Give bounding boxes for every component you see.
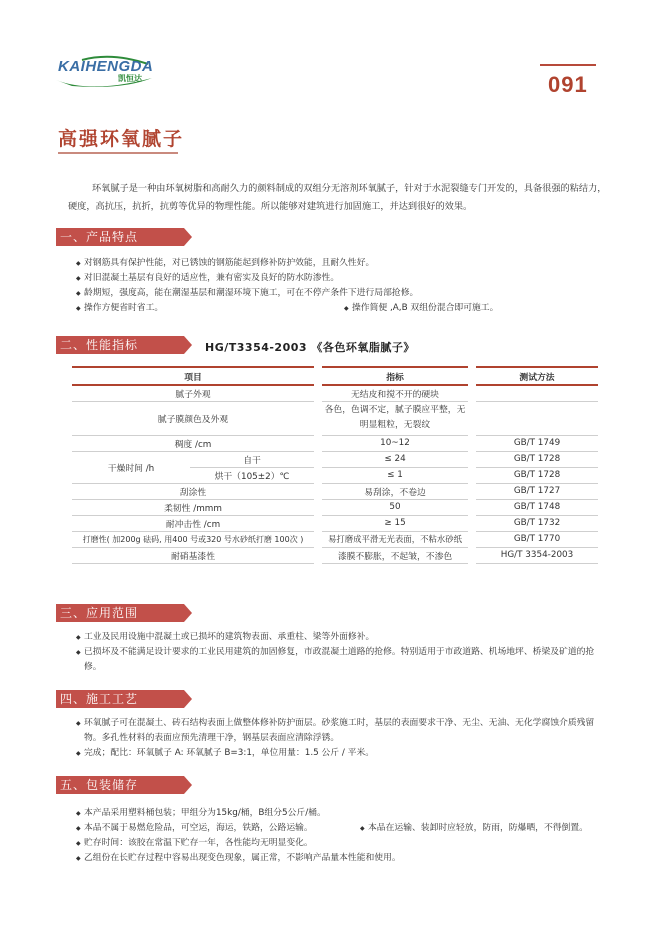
header-value: 指标	[322, 367, 468, 385]
list-item: ◆ 本品在运输、装卸时应轻放，防雨，防爆晒，不得倒置。	[360, 821, 588, 836]
application-list	[76, 630, 606, 675]
cell-item: 刮涂性	[72, 483, 314, 499]
cell-method: GB/T 1748	[476, 499, 598, 515]
list-item: ◆ 对钢筋具有保护性能，对已锈蚀的钢筋能起到修补防护效能，且耐久性好。	[76, 256, 606, 271]
section-heading-features: 一、产品特点	[56, 228, 184, 246]
cell-item: 稠度 /cm	[72, 435, 314, 451]
table-row	[72, 385, 598, 401]
cell-value: 漆膜不膨胀，不起皱，不渗色	[322, 547, 468, 563]
table-row	[72, 401, 598, 435]
cell-item: 耐冲击性 /cm	[72, 515, 314, 531]
cell-item: 干燥时间 /h	[72, 451, 190, 483]
title-underline	[58, 152, 178, 154]
list-item: ◆ 完成；配比：环氧腻子 A: 环氧腻子 B=3:1，单位用量：1.5 公斤 / 平米。	[76, 746, 606, 761]
standard-title: HG/T3354-2003 《各色环氧脂腻子》	[205, 341, 415, 354]
process-list	[76, 716, 606, 761]
cell-item: 耐硝基漆性	[72, 547, 314, 563]
section-heading-process: 四、施工工艺	[56, 690, 184, 708]
cell-method: HG/T 3354-2003	[476, 547, 598, 563]
list-item: ◆ 龄期短，强度高，能在潮湿基层和潮湿环境下施工，可在不停产条件下进行局部抢修。	[76, 286, 606, 301]
list-item: ◆ 已损坏及不能满足设计要求的工业民用建筑的加固修复，市政混凝土道路的抢修。特别适用于市政道路、机场地坪、桥梁及矿道的抢修。	[76, 645, 606, 675]
cell-value: 各色，色调不定，腻子膜应平整，无明显粗粒，无裂纹	[322, 401, 468, 435]
table-row	[72, 547, 598, 563]
brand-sub: 凯恒达	[118, 74, 142, 83]
page-number: 091	[548, 72, 588, 97]
cell-item: 柔韧性 /mmm	[72, 499, 314, 515]
list-item: ◆ 对旧混凝土基层有良好的适应性，兼有密实及良好的防水防渗性。	[76, 271, 606, 286]
cell-item: 打磨性( 加200g 砝码, 用400 号或320 号水砂纸打磨 100次 )	[72, 531, 314, 547]
header-item: 项目	[72, 367, 314, 385]
cell-method	[476, 401, 598, 435]
cell-value: ≤ 1	[322, 467, 468, 483]
table-row	[72, 483, 598, 499]
list-item: ◆ 贮存时间：该胶在常温下贮存一年，各性能均无明显变化。	[76, 836, 606, 851]
list-item: ◆ 环氧腻子可在混凝土、砖石结构表面上做整体修补防护面层。砂浆施工时，基层的表面要求干净、无尘、无油、无化学腐蚀介质残留物。多孔性材料的表面应预先清理干净，钢基层表面应清除浮锈。	[76, 716, 606, 746]
section-heading-application: 三、应用范围	[56, 604, 184, 622]
cell-value: 10~12	[322, 435, 468, 451]
list-item-pair	[76, 301, 606, 316]
cell-sub: 自干	[190, 451, 314, 467]
spec-table	[72, 366, 598, 564]
list-item: ◆ 本产品采用塑料桶包装；甲组分为15kg/桶，B组分5公斤/桶。	[76, 806, 606, 821]
intro-paragraph: 环氧腻子是一种由环氧树脂和高耐久力的颜料制成的双组分无溶剂环氧腻子，针对于水泥裂缝专门开发的，具备很强的粘结力，硬度，高抗压，抗折，抗剪等优异的物理性能。所以能够对建筑进行加固施工，并达到很好的效果。	[68, 183, 607, 212]
cell-sub: 烘干（105±2）℃	[190, 467, 314, 483]
list-item-pair	[76, 821, 606, 836]
storage-list	[76, 806, 606, 866]
cell-method: GB/T 1728	[476, 467, 598, 483]
cell-item: 腻子膜颜色及外观	[72, 401, 314, 435]
cell-value: 50	[322, 499, 468, 515]
cell-method: GB/T 1727	[476, 483, 598, 499]
cell-method	[476, 385, 598, 401]
cell-method: GB/T 1728	[476, 451, 598, 467]
features-list	[76, 256, 606, 316]
table-row	[72, 499, 598, 515]
section-heading-storage: 五、包装储存	[56, 776, 184, 794]
list-item: ◆ 工业及民用设施中混凝土或已损坏的建筑物表面、承重柱、梁等外面修补。	[76, 630, 606, 645]
table-row	[72, 451, 598, 467]
table-header-row	[72, 367, 598, 385]
cell-method: GB/T 1770	[476, 531, 598, 547]
list-item: ◆ 操作方便省时省工。	[76, 301, 344, 316]
table-row	[72, 531, 598, 547]
list-item: ◆ 乙组份在长贮存过程中容易出现变色现象，属正常，不影响产品量本性能和使用。	[76, 851, 606, 866]
cell-item: 腻子外观	[72, 385, 314, 401]
cell-method: GB/T 1732	[476, 515, 598, 531]
list-item: ◆ 本品不属于易燃危险品，可空运，海运，铁路，公路运输。	[76, 821, 360, 836]
cell-value: 易打磨成平滑无光表面，不粘水砂纸	[322, 531, 468, 547]
list-item: ◆ 操作简便 ,A,B 双组份混合即可施工。	[344, 301, 498, 316]
cell-value: 无结皮和搅不开的硬块	[322, 385, 468, 401]
header-method: 测试方法	[476, 367, 598, 385]
table-row	[72, 435, 598, 451]
brand-name: KAIHENGDA	[58, 58, 154, 75]
cell-value: 易刮涂，不卷边	[322, 483, 468, 499]
cell-method: GB/T 1749	[476, 435, 598, 451]
section-heading-specs: 二、性能指标	[56, 336, 184, 354]
table-row	[72, 515, 598, 531]
cell-value: ≤ 24	[322, 451, 468, 467]
page-title: 高强环氧腻子	[58, 128, 185, 150]
cell-value: ≥ 15	[322, 515, 468, 531]
